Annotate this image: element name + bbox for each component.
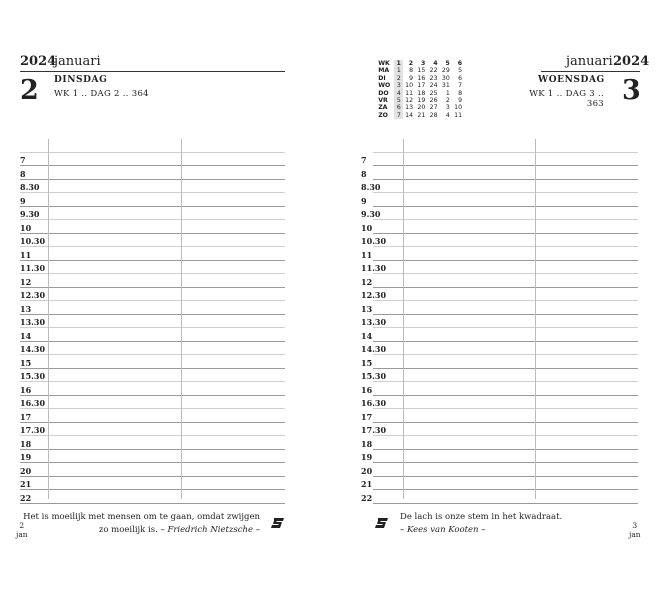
calendar-date: 4 — [394, 90, 403, 97]
time-slot-row[interactable] — [361, 477, 638, 491]
calendar-date: 9 — [458, 97, 463, 105]
time-slot-row[interactable] — [20, 261, 285, 275]
column-divider — [181, 139, 182, 499]
calendar-date: 21 — [417, 111, 426, 119]
month-label: januari — [54, 54, 101, 69]
time-label: 10 — [361, 222, 373, 233]
weekday-label: VR — [378, 97, 388, 105]
time-slot-row[interactable] — [20, 490, 285, 504]
calendar-date: 17 — [417, 82, 426, 90]
calendar-date: 27 — [429, 104, 438, 112]
day-number: 3 — [622, 75, 641, 106]
time-label: 14 — [361, 330, 373, 341]
header-rule — [541, 71, 640, 72]
time-slot-row[interactable] — [20, 207, 285, 221]
month-label: januari — [566, 54, 613, 69]
time-slot-row[interactable] — [20, 342, 285, 356]
time-slot-row[interactable] — [20, 409, 285, 423]
time-label: 8.30 — [20, 182, 40, 192]
brand-logo-icon — [271, 517, 285, 529]
calendar-date: 14 — [405, 111, 414, 119]
calendar-date: 8 — [409, 67, 414, 75]
time-slot-row[interactable] — [361, 247, 638, 261]
time-label: 13 — [361, 303, 373, 314]
time-slot-row[interactable] — [20, 166, 285, 180]
time-label: 11.30 — [20, 263, 46, 273]
calendar-date: 6 — [458, 74, 463, 82]
weekday-label: ZA — [378, 104, 388, 112]
time-column-divider — [48, 139, 49, 499]
calendar-date: 2 — [445, 97, 450, 105]
week-header-label: WK — [378, 60, 390, 67]
year-label: 2024 — [613, 54, 650, 69]
time-label: 8 — [361, 168, 367, 179]
time-slot-row[interactable] — [361, 234, 638, 248]
time-slot-row[interactable] — [20, 247, 285, 261]
time-slot-row[interactable] — [361, 274, 638, 288]
time-slot-row[interactable] — [20, 153, 285, 167]
time-slot-row[interactable] — [361, 166, 638, 180]
calendar-date: 16 — [417, 74, 426, 82]
week-info: WK 1 .. DAG 2 .. 364 — [54, 89, 149, 99]
time-slot-row[interactable] — [20, 396, 285, 410]
time-label: 16.30 — [20, 398, 46, 408]
time-slot-row[interactable] — [20, 301, 285, 315]
time-slot-row[interactable] — [361, 369, 638, 383]
calendar-date: 25 — [429, 89, 438, 97]
time-label: 15.30 — [20, 371, 46, 381]
time-label: 9.30 — [361, 209, 381, 219]
calendar-date: 28 — [429, 111, 438, 119]
time-label: 13.30 — [361, 317, 387, 327]
calendar-date: 26 — [429, 97, 438, 105]
calendar-date: 1 — [394, 67, 403, 74]
mini-calendar-day-row — [376, 90, 464, 97]
time-label: 18 — [361, 438, 373, 449]
week-number: 2 — [408, 60, 414, 67]
day-name: WOENSDAG — [538, 75, 605, 85]
time-label: 19 — [20, 452, 32, 462]
time-slot-row[interactable] — [361, 463, 638, 477]
time-slot-row[interactable] — [361, 288, 638, 302]
calendar-date: 11 — [454, 111, 463, 119]
time-label: 17.30 — [20, 425, 46, 435]
day-name: DINSDAG — [54, 75, 108, 85]
footer-date — [629, 521, 641, 539]
quote — [400, 511, 600, 536]
time-slot-row[interactable] — [361, 423, 638, 437]
time-label: 18 — [20, 438, 32, 449]
time-slot-row[interactable] — [20, 234, 285, 248]
calendar-date: 6 — [394, 104, 403, 111]
time-slot-row[interactable] — [20, 436, 285, 450]
time-label: 9 — [20, 195, 26, 206]
time-slot-row[interactable] — [361, 409, 638, 423]
quote — [20, 511, 260, 536]
time-slot-row[interactable] — [20, 382, 285, 396]
mini-calendar-day-row — [376, 97, 464, 104]
time-slot-row[interactable] — [20, 193, 285, 207]
weekday-label: WO — [378, 82, 391, 90]
time-slot-row[interactable] — [20, 355, 285, 369]
time-slot-row[interactable] — [20, 463, 285, 477]
time-slot-row[interactable] — [361, 382, 638, 396]
time-label: 8 — [20, 168, 26, 179]
calendar-date: 24 — [429, 82, 438, 90]
week-number: 6 — [457, 60, 463, 67]
time-slot-row[interactable] — [361, 355, 638, 369]
column-divider — [535, 139, 536, 499]
time-label: 15 — [361, 357, 373, 368]
time-label: 15.30 — [361, 371, 387, 381]
calendar-date: 29 — [441, 67, 450, 75]
time-slot-row[interactable] — [20, 315, 285, 329]
calendar-date: 2 — [394, 75, 403, 82]
quote-line-2: zo moeilijk is. — [98, 524, 158, 535]
time-label: 11.30 — [361, 263, 387, 273]
time-label: 12.30 — [20, 290, 46, 300]
time-slot-row[interactable] — [361, 315, 638, 329]
time-slot-row[interactable] — [20, 180, 285, 194]
time-slot-row[interactable] — [361, 193, 638, 207]
mini-calendar-week-row — [376, 60, 464, 67]
time-label: 17.30 — [361, 425, 387, 435]
time-slot-row[interactable] — [20, 288, 285, 302]
weekday-label: ZO — [378, 111, 388, 119]
quote-line-1: Het is moeilijk met mensen om te gaan, omdat zwijgen — [23, 512, 260, 522]
calendar-date: 12 — [405, 97, 414, 105]
time-slot-row[interactable] — [20, 450, 285, 464]
time-slot-row[interactable] — [361, 328, 638, 342]
week-number: 1 — [394, 60, 403, 67]
weekday-label: DO — [378, 89, 389, 97]
calendar-date: 9 — [409, 74, 414, 82]
calendar-date: 7 — [394, 112, 403, 119]
time-slot-row[interactable] — [361, 153, 638, 167]
time-slot-row[interactable] — [361, 180, 638, 194]
time-slot-row[interactable] — [20, 220, 285, 234]
time-label: 7 — [361, 155, 367, 165]
time-label: 10.30 — [361, 236, 387, 246]
time-label: 11 — [361, 249, 373, 260]
calendar-date: 1 — [445, 89, 450, 97]
mini-calendar — [376, 60, 464, 119]
time-slot-row[interactable] — [361, 220, 638, 234]
time-slot-row[interactable] — [361, 301, 638, 315]
footer-month: jan — [629, 530, 641, 539]
quote-attribution: – Kees van Kooten – — [400, 524, 486, 535]
footer-date — [16, 521, 28, 539]
quote-line-1: De lach is onze stem in het kwadraat. — [400, 512, 563, 522]
calendar-date: 30 — [441, 74, 450, 82]
time-label: 8.30 — [361, 182, 381, 192]
mini-calendar-table — [376, 60, 464, 119]
time-label: 20 — [20, 465, 32, 476]
time-label: 15 — [20, 357, 32, 368]
calendar-date: 5 — [458, 67, 463, 75]
time-label: 13.30 — [20, 317, 46, 327]
day-number: 2 — [20, 75, 39, 106]
quote-attribution: – Friedrich Nietzsche – — [160, 524, 260, 535]
time-label: 12 — [361, 276, 373, 287]
calendar-date: 11 — [405, 89, 414, 97]
calendar-date: 5 — [394, 97, 403, 104]
calendar-date: 19 — [417, 97, 426, 105]
calendar-date: 10 — [454, 104, 463, 112]
time-label: 12 — [20, 276, 32, 287]
calendar-date: 15 — [417, 67, 426, 75]
time-slot-row[interactable] — [361, 261, 638, 275]
footer-month: jan — [16, 530, 28, 539]
calendar-date: 13 — [405, 104, 414, 112]
time-label: 14.30 — [20, 344, 46, 354]
time-label: 17 — [20, 411, 32, 422]
time-label: 14 — [20, 330, 32, 341]
time-label: 16 — [361, 384, 373, 395]
time-label: 12.30 — [361, 290, 387, 300]
calendar-date: 20 — [417, 104, 426, 112]
mini-calendar-day-row — [376, 82, 464, 89]
calendar-date: 23 — [429, 74, 438, 82]
week-info: WK 1 .. DAG 3 .. 363 — [529, 89, 604, 109]
calendar-date: 22 — [429, 67, 438, 75]
time-label: 19 — [361, 452, 373, 462]
calendar-date: 10 — [405, 82, 414, 90]
time-label: 9 — [361, 195, 367, 206]
time-slot-row[interactable] — [361, 490, 638, 504]
time-label: 16.30 — [361, 398, 387, 408]
time-slot-row[interactable] — [20, 477, 285, 491]
time-label: 21 — [361, 479, 373, 489]
time-slot-row[interactable] — [20, 274, 285, 288]
time-slot-row[interactable] — [20, 423, 285, 437]
week-number: 5 — [445, 60, 450, 67]
calendar-date: 3 — [394, 82, 403, 89]
header-rule — [20, 71, 285, 72]
mini-calendar-day-row — [376, 104, 464, 111]
week-number: 4 — [433, 60, 438, 67]
schedule-grid[interactable] — [20, 139, 285, 504]
time-slot-row[interactable] — [361, 207, 638, 221]
week-number: 3 — [420, 60, 426, 67]
time-slot-row[interactable] — [20, 328, 285, 342]
weekday-label: DI — [378, 74, 386, 82]
time-label: 22 — [361, 492, 373, 503]
mini-calendar-day-row — [376, 75, 464, 82]
calendar-date: 18 — [417, 89, 426, 97]
time-label: 21 — [20, 479, 32, 489]
time-label: 20 — [361, 465, 373, 476]
time-slot-row[interactable] — [361, 342, 638, 356]
time-slot-row[interactable] — [20, 369, 285, 383]
time-label: 13 — [20, 303, 32, 314]
year-label: 2024 — [20, 54, 57, 69]
time-slot-row[interactable] — [361, 436, 638, 450]
calendar-date: 4 — [445, 111, 450, 119]
weekday-label: MA — [378, 67, 390, 75]
right-page — [330, 0, 660, 590]
calendar-date: 7 — [458, 82, 463, 90]
time-label: 16 — [20, 384, 32, 395]
calendar-date: 31 — [441, 82, 450, 90]
time-label: 14.30 — [361, 344, 387, 354]
time-column-divider — [403, 139, 404, 499]
time-label: 10 — [20, 222, 32, 233]
time-slot-row[interactable] — [361, 450, 638, 464]
time-slot-row[interactable] — [373, 139, 638, 153]
time-slot-row[interactable] — [361, 396, 638, 410]
footer-day: 3 — [632, 521, 638, 530]
calendar-date: 8 — [458, 89, 463, 97]
time-label: 22 — [20, 492, 32, 503]
schedule-grid[interactable] — [361, 139, 638, 504]
time-label: 7 — [20, 155, 26, 165]
time-label: 9.30 — [20, 209, 40, 219]
mini-calendar-day-row — [376, 67, 464, 74]
mini-calendar-day-row — [376, 112, 464, 119]
brand-logo-icon — [375, 517, 389, 529]
footer-day: 2 — [19, 521, 25, 530]
calendar-date: 3 — [445, 104, 450, 112]
time-label: 17 — [361, 411, 373, 422]
time-slot-row[interactable] — [20, 139, 285, 153]
time-label: 10.30 — [20, 236, 46, 246]
time-label: 11 — [20, 249, 32, 260]
